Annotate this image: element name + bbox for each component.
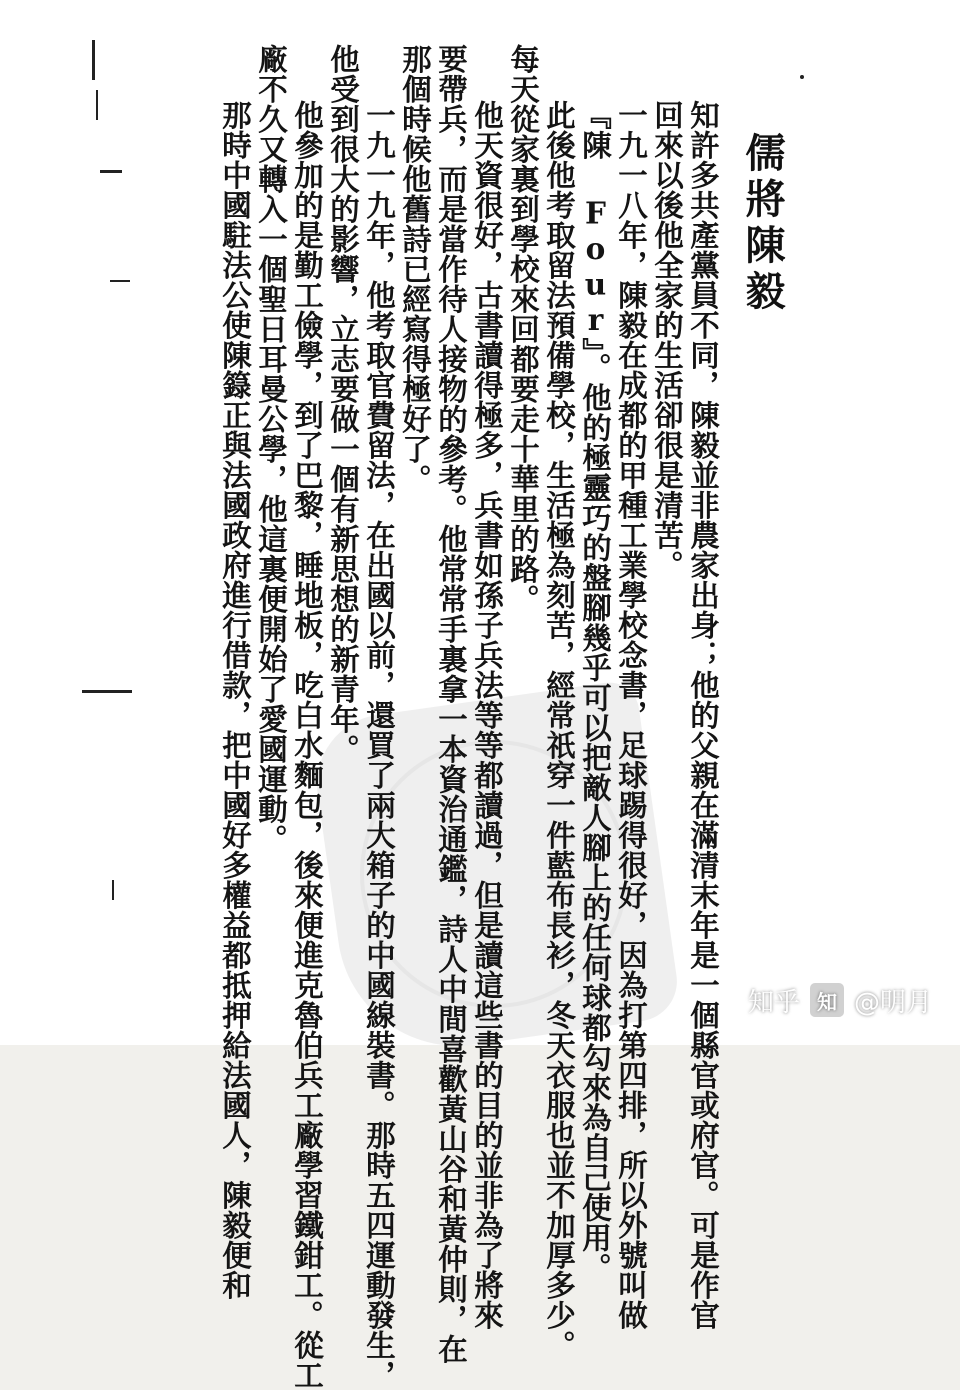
text-column: 廠不久又轉入一個聖日耳曼公學，他這裏便開始了愛國運動。 (254, 44, 289, 854)
text-column: 一九一八年，陳毅在成都的甲種工業學校念書，足球踢得很好，因為打第四排，所以外號叫做 (614, 100, 649, 1330)
chapter-title: 儒將陳毅 (739, 132, 786, 316)
scan-edge-mark (82, 690, 132, 693)
text-column: 每天從家裏到學校來回都要走十華里的路。 (506, 44, 541, 614)
text-column: 此後他考取留法預備學校，生活極為刻苦，經常祇穿一件藍布長衫，冬天衣服也並不加厚多少。 (542, 100, 577, 1360)
text-column: 知許多共產黨員不同，陳毅並非農家出身；他的父親在滿清末年是一個縣官或府官。可是作官 (686, 100, 721, 1330)
source-credit (748, 981, 932, 1019)
author-handle: @明月 (853, 987, 932, 1018)
scan-edge-mark (100, 170, 122, 173)
text-column: 要帶兵，而是當作待人接物的參考。他常常手裏拿一本資治通鑑，詩人中間喜歡黃山谷和黃仲則，在 (434, 44, 469, 1364)
text-column: 他受到很大的影響，立志要做一個有新思想的新青年。 (326, 44, 361, 764)
text-column: 那個時候他舊詩已經寫得極好了。 (398, 44, 433, 494)
scan-edge-mark (92, 40, 95, 80)
scan-edge-mark (110, 280, 130, 282)
text-column: 一九一九年，他考取官費留法，在出國以前，還買了兩大箱子的中國線裝書。那時五四運動發生， (362, 100, 397, 1390)
text-column: 『陳 Four』。他的極靈巧的盤腳幾乎可以把敵人腳上的任何球都勾來為自己使用。 (578, 100, 613, 1283)
platform-name: 知乎 (747, 987, 800, 1018)
scan-edge-mark (96, 90, 98, 120)
platform-logo-icon: 知 (808, 981, 846, 1019)
text-column: 他參加的是勤工儉學，到了巴黎，睡地板，吃白水麵包，後來便進克魯伯兵工廠學習鐵鉗工。從工 (290, 100, 325, 1390)
scan-edge-mark (112, 880, 114, 900)
scan-edge-mark (800, 75, 804, 79)
text-column: 那時中國駐法公使陳籙正與法國政府進行借款，把中國好多權益都抵押給法國人，陳毅便和 (218, 100, 253, 1300)
text-column: 回來以後他全家的生活卻很是清苦。 (650, 100, 685, 580)
text-column: 他天資很好，古書讀得極多，兵書如孫子兵法等等都讀過，但是讀這些書的目的並非為了將來 (470, 100, 505, 1330)
